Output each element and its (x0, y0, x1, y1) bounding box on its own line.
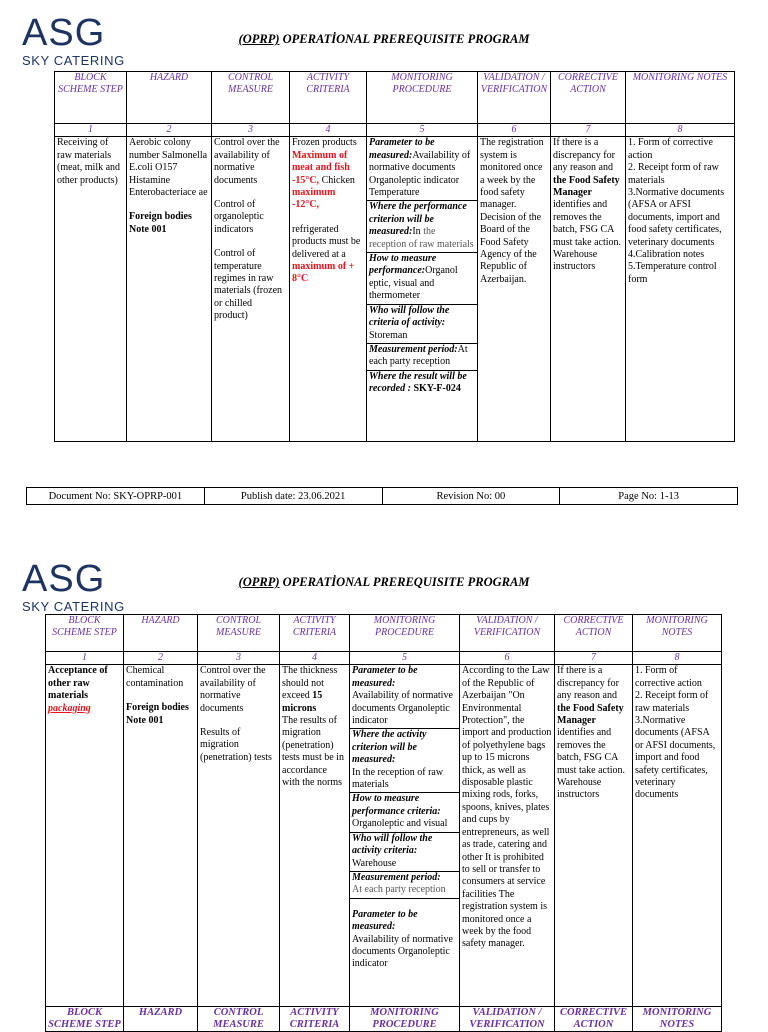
col-number: 3 (198, 652, 280, 665)
col-number: 7 (551, 124, 626, 137)
validation-cell: The registration system is monitored once a week by the food safety manager. Decision of the Board of the Food Safety Agency of the Republic of Azerbaijan. (478, 137, 551, 442)
col-number: 5 (367, 124, 478, 137)
control-item: Control of organoleptic indicators (214, 199, 264, 235)
control-measure-cell (198, 665, 280, 1007)
col-number: 4 (280, 652, 350, 665)
validation-cell: According to the Law of the Republic of Azerbaijan "On Environmental Protection", the import and production of polyethylene bags up to 15 microns thick, as well as disposable plastic mixing rods, forks, spoons, knives, plates and cups by entrepreneurs, as well as trade, catering and other It is prohibited to sell or transfer to consumers at service facilities The registration system is monitored once a week by the food safety manager. (460, 665, 555, 1007)
number-row (46, 652, 722, 665)
logo-mark: ASG (22, 558, 106, 600)
col-header-control: CONTROL MEASURE (198, 1007, 280, 1032)
logo-subtitle: SKY CATERING (22, 599, 125, 614)
col-number: 2 (124, 652, 198, 665)
criteria-limit: maximum -12°C, (292, 187, 336, 211)
document-title (0, 575, 768, 590)
monitoring-parameter: Parameter to be measured: Availability of normative documents Organoleptic indicator (350, 665, 459, 729)
col-number: 6 (478, 124, 551, 137)
document-title (0, 32, 768, 47)
control-item: Control over the availability of normative documents (200, 665, 266, 714)
col-header-corrective: CORRECTIVE ACTION (551, 72, 626, 124)
monitoring-how: How to measure performance:Organol eptic, visual and thermometer (367, 253, 477, 305)
corrective-action-cell: If there is a discrepancy for any reason and the Food Safety Manager identifies and removes the batch, FSG CA must take action. Warehouse instructors (555, 665, 633, 1007)
col-number: 6 (460, 652, 555, 665)
block-step-cell: Acceptance of other raw materials packaging (46, 665, 124, 1007)
packaging-link: packaging (48, 702, 91, 714)
col-header-step: BLOCK SCHEME STEP (55, 72, 127, 124)
number-row (55, 124, 735, 137)
col-header-hazard: HAZARD (124, 615, 198, 652)
title-prefix: (OPRP) (238, 575, 280, 589)
control-item: Control of temperature regimes in raw materials (frozen or chilled product) (214, 248, 283, 322)
col-header-validation: VALIDATION / VERIFICATION (460, 1007, 555, 1032)
activity-criteria-cell (290, 137, 367, 442)
criteria-text: Chicken (319, 174, 355, 186)
monitoring-period: Measurement period: At each party reception (350, 872, 459, 899)
col-number: 2 (127, 124, 212, 137)
col-header-criteria: ACTIVITY CRITERIA (290, 72, 367, 124)
col-header-control: CONTROL MEASURE (198, 615, 280, 652)
footer-revision-no: Revision No: 00 (382, 488, 560, 505)
note-item: 4.Calibration notes (628, 249, 705, 261)
col-header-notes: MONITORING NOTES (633, 615, 722, 652)
col-number: 1 (46, 652, 124, 665)
col-header-monitoring: MONITORING PROCEDURE (367, 72, 478, 124)
title-rest: OPERATİONAL PREREQUISITE PROGRAM (279, 32, 530, 46)
footer-document-no: Document No: SKY-OPRP-001 (27, 488, 205, 505)
title-prefix: (OPRP) (238, 32, 280, 46)
col-header-corrective: CORRECTIVE ACTION (555, 1007, 633, 1032)
logo-subtitle: SKY CATERING (22, 53, 125, 68)
col-header-validation: VALIDATION / VERIFICATION (478, 72, 551, 124)
hazard-list: Chemical contamination (126, 665, 184, 689)
criteria-text: Frozen products (292, 137, 357, 149)
hazard-cell (127, 137, 212, 442)
oprp-table-1 (54, 71, 735, 442)
monitoring-how: How to measure performance criteria: Organoleptic and visual (350, 793, 459, 832)
monitoring-where: Where the activity criterion will be measured: In the reception of raw materials (350, 729, 459, 793)
block-step-cell: Receiving of raw materials (meat, milk and other products) (55, 137, 127, 442)
hazard-list: Aerobic colony number Salmonella E.coli O157 Histamine Enterobacteriace ae (129, 137, 208, 199)
col-header-monitoring: MONITORING PROCEDURE (350, 615, 460, 652)
repeated-header-partial (45, 1006, 721, 1030)
title-rest: OPERATİONAL PREREQUISITE PROGRAM (279, 575, 530, 589)
monitoring-procedure-cell (350, 665, 460, 1007)
criteria-limit: maximum of + 8°C (292, 261, 355, 285)
note-item: 3.Normative documents (AFSA or AFSI documents, import and food safety certificates, veterinary documents (635, 715, 716, 801)
activity-criteria-cell: The thickness should not exceed 15 microns The results of migration (penetration) tests must be in accordance with the norms (280, 665, 350, 1007)
col-header-validation: VALIDATION / VERIFICATION (460, 615, 555, 652)
criteria-limit: Maximum of meat and fish -15°C, (292, 149, 350, 186)
control-item: Control over the availability of normative documents (214, 137, 280, 186)
document-footer (26, 487, 738, 505)
col-header-criteria: ACTIVITY CRITERIA (280, 615, 350, 652)
monitoring-parameter: Parameter to be measured:Availability of normative documents Organoleptic indicator Temperature (367, 137, 477, 201)
note-item: 3.Normative documents (AFSA or AFSI documents, import and food safety certificates, veterinary documents (628, 187, 725, 248)
criteria-text: refrigerated products must be delivered at a (292, 223, 361, 260)
col-header-criteria: ACTIVITY CRITERIA (280, 1007, 350, 1032)
footer-publish-date: Publish date: 23.06.2021 (204, 488, 382, 505)
col-number: 7 (555, 652, 633, 665)
col-header-step: BLOCK SCHEME STEP (46, 1007, 124, 1032)
table-row (46, 665, 722, 1007)
logo-mark: ASG (22, 12, 106, 54)
monitoring-who: Who will follow the activity criteria: Warehouse (350, 833, 459, 872)
note-item: 1. Form of corrective action (635, 665, 702, 689)
col-number: 5 (350, 652, 460, 665)
col-number: 3 (212, 124, 290, 137)
col-number: 8 (633, 652, 722, 665)
col-header-monitoring: MONITORING PROCEDURE (350, 1007, 460, 1032)
monitoring-parameter: Parameter to be measured: Availability of normative documents Organoleptic indicator (352, 908, 453, 970)
col-header-notes: MONITORING NOTES (626, 72, 735, 124)
col-header-step: BLOCK SCHEME STEP (46, 615, 124, 652)
footer-page-no: Page No: 1-13 (560, 488, 738, 505)
col-header-notes: MONITORING NOTES (633, 1007, 722, 1032)
header-row (46, 615, 722, 652)
col-header-hazard: HAZARD (124, 1007, 198, 1032)
col-number: 8 (626, 124, 735, 137)
col-header-control: CONTROL MEASURE (212, 72, 290, 124)
control-measure-cell (212, 137, 290, 442)
foreign-bodies-note: Foreign bodies Note 001 (129, 211, 192, 235)
col-number: 4 (290, 124, 367, 137)
note-item: 2. Receipt form of raw materials (628, 162, 719, 186)
note-item: 5.Temperature control form (628, 261, 717, 285)
col-header-hazard: HAZARD (127, 72, 212, 124)
col-number: 1 (55, 124, 127, 137)
monitoring-period: Measurement period:At each party reception (367, 344, 477, 371)
monitoring-record: Where the result will be recorded : SKY-F-024 (369, 370, 467, 395)
control-item: Results of migration (penetration) tests (200, 727, 272, 763)
monitoring-where: Where the performance criterion will be measured:In the reception of raw materials (367, 201, 477, 253)
corrective-action-cell: If there is a discrepancy for any reason and the Food Safety Manager identifies and removes the batch, FSG CA must take action. Warehouse instructors (551, 137, 626, 442)
oprp-table-2 (45, 614, 722, 1007)
header-row (55, 72, 735, 124)
hazard-cell (124, 665, 198, 1007)
monitoring-procedure-cell (367, 137, 478, 442)
monitoring-who: Who will follow the criteria of activity: Storeman (367, 305, 477, 344)
table-row (55, 137, 735, 442)
note-item: 2. Receipt form of raw materials (635, 690, 709, 714)
monitoring-notes-cell (626, 137, 735, 442)
foreign-bodies-note: Foreign bodies Note 001 (126, 702, 189, 726)
note-item: 1. Form of corrective action (628, 137, 713, 161)
monitoring-notes-cell (633, 665, 722, 1007)
col-header-corrective: CORRECTIVE ACTION (555, 615, 633, 652)
